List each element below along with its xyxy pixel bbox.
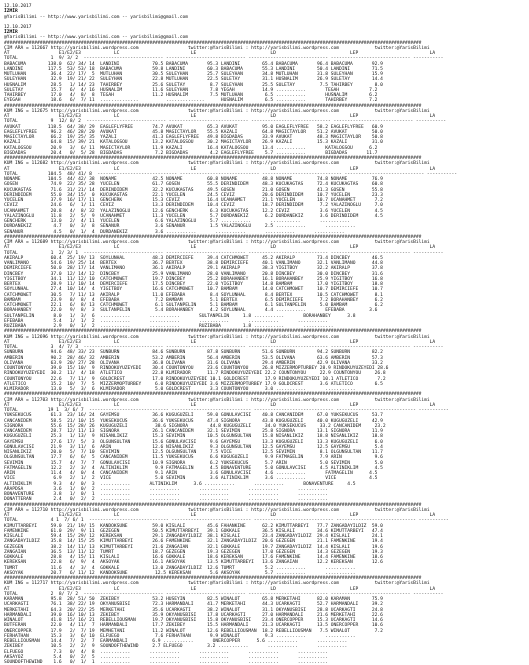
report-line: TUMRT 11.6 4/ 3/ 4 GOKKALE 13.0 ZANGADAYILDIZ 12.6 TUMRT 5.2 ........... ........... [4, 566, 525, 571]
report-line: SENANUR 4.5 0/ 1/ 4 DURDANEKIZ 3.6 ........... ........... ........... ........... [4, 230, 525, 235]
report-line: KATALOGSOU 20.9 3/ 6/ 11 MAGICTAYLOR 11.9 KAZALI 16.4 KATALOGSOU 13.4 ........... KATALOGSOU 6.2 [4, 146, 525, 151]
report-line: SEVIMIN 15.7 4/ 7/ 7 GONULAVCISI 10.9 SIGNORA 6.2 YUKSEKUCUS 5.7 ARIN 5.0 SEVIMIN 5.0 [4, 461, 525, 466]
report-line: ÇIM ARA = 112667 http://yarisbilimi.wordpress.com twitter:@YarisBilimi : http://yarisbilimi.wordpress.com twitter:@YarisBilimi [4, 46, 525, 51]
report-line: COUNTONYOU 22.6 7/ 11/ 9 GOLDCREST 17.0 RINDOKUYUZEYEDI 10.1 GOLDCREST 17.9 RINDOKUYUZEYEDI 10.1 ATLETICO 7.2 [4, 377, 525, 382]
report-line: OLIVANA 63.9 20/ 27/ 28 OLIVANA 36.8 OLIVANA 31.6 OLIVANA 29.4 AMBERIN 42.9 OLIVANA 33.2 [4, 361, 525, 366]
subheader-date: 12.10.2017 [4, 25, 525, 30]
report-line: FATMAGELIN 12.2 2/ 3/ 4 ALTINIKLIM 9.9 FATMAGELIN 4.5 BONAVENTURE 5.0 GONULAVCISI 4.5 ALTINIKLIM 4.5 [4, 466, 525, 471]
header-title: İZMİR [4, 9, 525, 14]
report-line: YIGITBOY 34.1 11/ 12/ 10 CATCHMOWET 19.7 DINCBEY 25.2 BORAHANBEY 16.1 BORAHANBEY 25.9 YIGITBOY 16.8 [4, 277, 525, 282]
header-date: 12.10.2017 [4, 4, 525, 9]
report-line: GAYEMSU 27.6 17/ 5/ 3 OLGUNSULTAN 15.6 GONULAVCISI 9.6 GAYEMSU 13.3 KUGUGUZELI 13.3 KUGUGUZELI 6.0 [4, 440, 525, 445]
report-line: TOTAL 2 8/ 7/ 2 ----------------------------- ----------------------------- ----------------------------- ----------------------------- ----------- [4, 592, 525, 597]
report-line: REBELLIOUSMAN 14.4 7/ 2/ 7 EARMANDALI 6.9 ........... ONERCOPPER 5.6 ........... ........... [4, 639, 525, 644]
report-line: CANCANIDEM 58.5 21/ 10/ 15 YUKSEKUCUS 36.6 YUKSEKUCUS 47.4 SIGNORA 43.8 KUGUGUZELI 40.0 KUGUGUZELI 42.9 [4, 419, 525, 424]
race-report-body [4, 41, 525, 665]
report-line: KUM ING = 112675 http://yarisbilimi.wordpress.com twitter:@YarisBilimi : http://yarisbilimi.wordpress.com twitter:@YarisBilimi [4, 109, 525, 114]
report-line: AT E1/E2/E3 LC LE LD LEP LA [4, 245, 525, 250]
report-line: KAZALI 64.8 15/ 39/ 21 KATALOGSOU 13.2 KATALOGSOU 30.2 MAGICTAYLOR 26.9 KAZALI 15.3 KAZALI 31.0 [4, 140, 525, 145]
report-line: GOSEN 74.9 22/ 35/ 28 YUCELEN 61.7 GOSEN 55.5 DERINDIDEM 48.3 KUCUKAGTAS 72.4 KUCUKAGTAS 60.8 [4, 182, 525, 187]
report-line: ÇIM ARA = 112703 http://yarisbilimi.wordpress.com twitter:@YarisBilimi : http://yarisbilimi.wordpress.com twitter:@YarisBilimi [4, 398, 525, 403]
report-line: SUNBURN 94.6 48/ 33/ 23 SUNBURN 84.6 SUNBURN 87.8 SUNBURN 51.6 SUNBURN 94.2 SUNBURN 82.2 [4, 350, 525, 355]
report-line: TOTAL 104.5 48/ 41/ 8 ----------------------------- ----------------------------- ----------------------------- ----------------------------- ----------- [4, 172, 525, 177]
report-line: AT E1/E2/E3 LC LE LD LEP LA [4, 167, 525, 172]
report-line: HUSNALIM 28.5 1/ 14/ 23 TAHIRBEY 25.6 SULETAY 8.7 SULEYHAN 25.5 SULETAY 7.5 TAHIRBEY 8.0 [4, 83, 525, 88]
report-line: AVUKAT 118.5 64/ 38/ 29 EAGLEFLYFREE 74.7 AVUKAT 65.3 AVUKAT 95.0 EAGLEFLYFREE 58.2 EAGLEFLYFREE 60.9 [4, 125, 525, 130]
report-line: EFEBABA 5.4 1/ 1/ 2 ........... ........... ........... ........... ........... [4, 319, 525, 324]
report-line: ATLETICO 15.2 10/ 7/ 5 MIZZERMOPTURBEY 6.0 RINDOKUYUZEYEDI 3.6 MIZZERMOPTURBEY 17.9 GOLDCREST 3.6 ATLETICO 6.5 [4, 382, 525, 387]
report-line: KUM ING = 112717 http://yarisbilimi.wordpress.com twitter:@YarisBilimi : http://yarisbilimi.wordpress.com twitter:@YarisBilimi [4, 581, 525, 586]
report-line: TAHIRBEY 17.0 4/ 8/ 8 TEGAH 11.2 HUSNALIM 7.5 MUTLUHAN 6.5 ........... HUSNALIM 6.2 [4, 93, 525, 98]
report-line: ZANGADAYILDIZ 35.8 14/ 15/ 25 KIMUTTARBEYI 26.6 FAMENKINE 32.1 ZANGADAYILDIZ 20.6 GEZEGEN 21.1 FAMENKINE 19.4 [4, 539, 525, 544]
report-line: BABACUMA 138.0 62/ 34/ 14 LANDINI 70.5 BABACUMA 95.3 LANDINI 65.4 BABACUMA 96.4 BABACUMA 92.9 [4, 62, 525, 67]
report-line: ELFUEGO 7.3 0/ 4/ 8 ........... ........... ........... ........... ........... [4, 650, 525, 655]
report-line: KEREKSAN 22.8 6/ 9/ 4 AKSOYAK 16.1 AKSOYAK 13.5 KIMUTTARBEYI 13.6 ZANGAIAN 12.2 KEREKSAN 12.6 [4, 560, 525, 565]
report-line: AT E1/E2/E3 LC LE LD LEP LA [4, 114, 525, 119]
report-line: KUGUGUZELI 25.3 1/ 13/ 9 NISANLIKIZ 15.3 SEVIMIN 10.5 OLGUNSULTAN 15.8 NISANLIKIZ 18.8 NISANLIKIZ 18.8 [4, 434, 525, 439]
report-line: KUCUKAGTAS 71.6 31/ 21/ 14 DERINDIDEM 32.2 KUCUKAGTAS 49.5 GOSEN 21.0 GOSEN 41.3 GOSEN 55.8 [4, 188, 525, 193]
report-line: TOTAL 9 12/ 8/ 2 ----------------------------- ----------------------------- ----------------------------- ----------------------------- ----------- [4, 119, 525, 124]
report-line: DONATTERAN 2.4 0/ 2/ 2 ........... ........... ........... ........... ........... [4, 497, 525, 502]
report-line: KLMIRADOR 13.0 5/ 3/ 6 KLMIRADOR 5.0 GOLDCREST 3.3 COUNTONYOU 3.0 ........... ........... [4, 387, 525, 392]
section-divider: ######################################################################################################################################################## [4, 329, 525, 334]
report-line: SULTANPELIN 8.0 1/ 3/ 6 ........... ........... SULTANPELIN 1.8 ........... BORAHANBEY 3.8 [4, 314, 525, 319]
section-divider: ######################################################################################################################################################## [4, 235, 525, 240]
report-line: ARAPDSA 3.6 1/ 0/ 2 ........... ........... ........... ........... ........... [4, 487, 525, 492]
section-divider: ######################################################################################################################################################## [4, 156, 525, 161]
section-divider: ######################################################################################################################################################## [4, 392, 525, 397]
report-line: AMBERIN 90.2 28/ 46/ 32 AMBERIN 53.2 AMBERIN 56.4 AMBERIN 53.5 OLIVANA 63.6 AMBERIN 57.3 [4, 356, 525, 361]
report-line: MERKETAHI 64.3 20/ 22/ 25 MERKETAHI 35.6 UCARKAGTI 38.2 WINALOT 31.1 OKYANUSBISI 28.8 UCARKAGTI 24.8 [4, 608, 525, 613]
report-line: KUM ING = 112696 http://yarisbilimi.wordpress.com twitter:@YarisBilimi : http://yarisbilimi.wordpress.com twitter:@YarisBilimi [4, 335, 525, 340]
report-line: AKSOYAK 20.7 6/ 11/ 12 KANDOKSUNE 12.5 KEREKSAN 5.6 AKSOYAK 5.7 ........... ........... [4, 571, 525, 576]
report-line: ALTINIKLIM 9.3 4/ 0/ 3 ........... ALTINIKLIM 3.6 ........... ........... BONAVENTURE 4.5 [4, 482, 525, 487]
report-line: AT E1/E2/E3 LC LE LD LEP LA [4, 51, 525, 56]
report-line: GENCHERK 13.0 2/ 4/ 11 YUCELEN 6.6 YALAZINOGLU 5.7 ........... ........... ........... [4, 219, 525, 224]
report-line: BIGDADAS 20.4 0/ 5/ 28 BIGDADAS 7.2 BIGDADAS 4.2 EAGLEFLYFREE 5.7 ........... BIGDADAS 11.7 [4, 151, 525, 156]
report-line: SIGNORA 55.6 15/ 28/ 26 KUGUGUZELI 38.6 SIGNORA 44.8 KUGUGUZELI 34.0 YUKSEKUCUS 33.2 CANCANIDEM 23.2 [4, 424, 525, 429]
report-line: RUZIBABA 2.9 0/ 1/ 2 ........... ........... RUZIBABA 1.8 ........... ........... [4, 324, 525, 329]
section-divider: ######################################################################################################################################################## [4, 104, 525, 109]
report-line: NONAME 104.5 44/ 42/ 38 NONAME 42.5 NONAME 60.8 NONAME 48.8 NONAME 74.8 NONAME 76.9 [4, 177, 525, 182]
report-line: TOTAL 1 9/ 3/ 2 ----------------------------- ----------------------------- ----------------------------- ----------------------------- ----------- [4, 56, 525, 61]
report-line: FERHATHAN 15.3 3/ 6/ 10 ELFUEGO 7.6 FERHATHAN 9.9 WINALOT 9.3 ........... ........... [4, 634, 525, 639]
report-line: MUTLUHAN 36.4 22/ 17/ 5 MUTLUHAN 30.5 SULEYHAN 25.7 SULEYHAN 34.8 MUTLUHAN 31.8 SULEYHAN 15.9 [4, 72, 525, 77]
report-line: HARMANDALI 39.0 16/ 10/ 13 ZEKIBEY 35.9 OKYANUSBISI 17.8 UCARKAGTI 27.0 HARMANDALI 21.6 MERKETAHI 22.6 [4, 613, 525, 618]
report-line: BAMBAM 23.9 8/ 8/ 4 EFEBABA 7.2 BAMBAM 5.1 BERTEX 6.5 DEMIRCIEFE 7.2 BORAHANBEY 6.2 [4, 298, 525, 303]
report-line: EYEGAH 18.6 6/ 7/ 11 .............. .............. HUSNALIM 6.5 ........... TAHIRBEY 7.2 [4, 98, 525, 103]
report-line: NISANLIKIZ 20.0 5/ 7/ 10 SEVIMIN 12.5 OLGUNSULTAN 7.5 VICE 12.5 SEVIMIN 8.1 OLGUNSULTAN 11.7 [4, 450, 525, 455]
report-line: AT E1/E2/E3 LC LE LD LEP LA [4, 513, 525, 518]
report-line: CATCHMOWET 30.5 7/ 11/ 13 AKIRALP 11.0 EFEBABA 8.4 SOYLUNHAL 8.4 BERTEX 10.5 CATCHMOWET 8.1 [4, 293, 525, 298]
report-line: SULEYHAN 32.9 19/ 21/ 22 SULEYHAN 22.8 MUTLUHAN 22.5 SULETAY 31.1 HUSNALIM 26.9 SULETAY 14.4 [4, 77, 525, 82]
report-line: SOYLUNHAL 27.4 10/ 14/ 4 YIGITBOY 16.6 CATCHMOWET 10.7 BAMBAM 14.0 CATCHMOWET 10.7 DEMIRCIEFE 10.7 [4, 287, 525, 292]
report-line: WINALOT 41.8 15/ 16/ 21 REBELLIOUSMAN 19.7 OKYANUSBISI 15.8 OKYANUSBISI 23.4 ONERCOPPER 15.3 UCARKAGTI 14.6 [4, 618, 525, 623]
report-line: DINCBEY 37.0 12/ 14/ 12 DINCBEY 25.9 VANLIMANO 28.0 VANLIMANO 20.8 DINCBEY 30.0 DINCBEY 31.6 [4, 272, 525, 277]
report-line: GONULAVCISI 21.9 3/ 11/ 6 ARIN 12.6 NISANLIKIZ 9.3 OLGUNSULTAN 12.5 GAYEMSU 12.5 GAYEMSU 5.4 [4, 445, 525, 450]
report-line: UCARKAGTI 76.1 38/ 22/ 19 OKYANUSBISI 72.3 HARMANDALI 41.7 MERKETAHI 44.3 UCARKAGTI 52.7 HARMANDALI 39.2 [4, 602, 525, 607]
report-line: TOTAL 19 1 3/ 6/ 7 ----------------------------- ----------------------------- ----------------------------- ----------------------------- ----------- [4, 408, 525, 413]
sub-header [4, 25, 525, 41]
header-contact: @YarisBilimi -- http://www.yarisbilimi.com -- yarisbilimi@gmail.com [4, 15, 525, 20]
report-line: KISLALI 59.4 15/ 29/ 12 KEREKSAN 29.1 ZANGADAYILDIZ 38.1 KISLALI 23.4 ZANGADAYILDIZ 29.4 KISLALI 24.1 [4, 534, 525, 539]
report-line: DURDANEKIZ 4.7 0/ 3/ 8 SENANUR 3.6 SENANUR 1.5 YALAZINOGLU 2.5 ........... ........... [4, 224, 525, 229]
report-line: AKIRALP 60.4 25/ 19/ 13 SOYLUNHAL 48.3 DEMIRCIEFE 39.4 CATCHMOWET 45.2 AKIRALP 73.4 DINCBEY 46.5 [4, 256, 525, 261]
subheader-contact: @YarisBilimi -- http://www.yarisbilimi.com -- yarisbilimi@gmail.com [4, 35, 525, 40]
report-line: DEMIRCIEFE 50.0 28/ 17/ 14 VANLIMANO 36.1 AKIRALP 29.1 AKIRALP 38.3 YIGITBOY 32.2 AKIRALP 37.8 [4, 266, 525, 271]
report-line: DERINDIDEM 55.0 34/ 15/ 0 KUCUKAGTAS 22.1 YUCELEN 24.5 CEVIZ 20.6 DERINDIDEM 10.7 YUCELEN 23.3 [4, 193, 525, 198]
report-line: OLGUNSULTAN 17.7 6/ 6/ 5 CANCANIDEM 11.5 YUKSEKUCUS 6.6 KUGUGUZELI 9.9 FATMAGELIN 7.9 ARIN 9.6 [4, 455, 525, 460]
report-line: AT E1/E2/E3 LC LE LD LEP LA [4, 587, 525, 592]
report-line: MAGICTAYLOR 66.2 19/ 25/ 35 YAZALI 41.3 EAGLEFLYFREE 49.8 BIGDADAS 33.9 AVUKAT 48.3 MAGICTAYLOR 50.8 [4, 135, 525, 140]
report-line: BORAHANBEY 22.0 9/ 8/ 3 SULTANPELIN 5.4 BORAHANBEY 4.2 SOYLUNHAL 4.4 ........... EFEBABA 3.6 [4, 308, 525, 313]
report-line: EAGLEFLYFREE 96.2 46/ 28/ 20 AVUKAT 45.8 MAGICTAYLOR 55.5 KAZALI 64.8 MAGICTAYLOR 51.2 AVUKAT 50.0 [4, 130, 525, 135]
section-divider: ######################################################################################################################################################## [4, 503, 525, 508]
report-line: UCANAHMET 20.8 4/ 8/ 32 YALAZINOGLU 12.6 GENCHERK 6.3 KUCUKAGTAS 12.2 CEVIZ 3.6 YUCELEN 4.5 [4, 209, 525, 214]
report-line: TOTAL 3 4/ 7/ 3 ----------------------------- ----------------------------- ----------------------------- ----------------------------- ----------- [4, 345, 525, 350]
report-line: CEVIZ 24.6 6/ 1/ 11 CEVIZ 13.3 DERINDIDEM 10.4 CEVIZ 18.7 DERINDIDEM 7.2 YALAZINOGLU 7.0 [4, 203, 525, 208]
report-line: CANCANIDEM 28.7 12/ 11/ 13 SIGNORA 26.1 CANCANIDEM 32.1 SEVIMIN 25.8 SIGNORA 13.1 SIGNORA 11.9 [4, 429, 525, 434]
section-divider: ######################################################################################################################################################## [4, 576, 525, 581]
report-line: BONAVENTURE 3.8 1/ 0/ 1 ........... ........... ........... ........... ........... [4, 492, 525, 497]
report-line: RINDOKUYUZEYEDI 30.2 11/ 4/ 18 ATLETICO 22.8 KLMIRADOR 11.7 RINDOKUYUZEYEDI 22.2 COUNTONYOU 22.9 COUNTONYOU 26.8 [4, 371, 525, 376]
report-line: YALAZINOGLU 11.8 2/ 5/ 9 UCANAHMET 11.3 YUCELEN 5.7 DURDANEKIZ 6.2 DURDANEKIZ 3.6 DERINDIDEM 4.5 [4, 214, 525, 219]
report-line: LANDINI 117.5 53/ 53/ 18 BABACUMA 59.8 LANDINI 60.3 BABACUMA 55.3 LANDINI 50.4 LANDINI 71.5 [4, 67, 525, 72]
report-line: GOKKALE 28.8 4/ 15/ 11 KISLALI 16.6 GOKKALE 18.6 KEREKSAN 17.6 FAMENKINE 14.4 FAMENKINE 18.6 [4, 555, 525, 560]
report-line: ZANGAIAN 36.5 13/ 11/ 12 TUMRT 18.7 GEZEGEN 19.3 GEZEGEN 17.0 GEZEGEN 14.3 GEZEGEN 19.3 [4, 550, 525, 555]
report-line: SULETAY 15.7 6/ 4/ 16 HUSNALIM 11.6 SULEYHAN 7.8 YEGAH 14.9 ........... TEGAH 7.2 [4, 88, 525, 93]
report-line: ONERCOPPER 17.9 2/ 7/ 19 MEMHETANI 11.2 WINALOT 12.6 REBELLIOUSMAN 18.2 REBELLIOUSMAN 7.5 WINALOT 7.2 [4, 629, 525, 634]
report-line: ZEKIBEY 10.5 2/ 2/ 9 SOUNDOFTHEWIND 2.7 ELFUEGO 3.2 ........... ........... ........... [4, 644, 525, 649]
report-line: BERTEX 28.9 11/ 10/ 14 DEMIRCIEFE 17.5 DINCBEY 22.0 YIGITBOY 14.8 BAMBAM 17.0 YIGITBOY 18.8 [4, 282, 525, 287]
report-line: KUM ING = 112682 http://yarisbilimi.wordpress.com twitter:@YarisBilimi : http://yarisbilimi.wordpress.com twitter:@YarisBilimi [4, 161, 525, 166]
report-line: KIMUTTARBEYI 59.0 21/ 19/ 15 KANDOKSUNE 59.0 KISLALI 45.6 FAHANKINE 62.2 KIMUTTARBEYI 77.7 ZANGADAYILDIZ 59.0 [4, 524, 525, 529]
report-line: YUCELEN 37.9 16/ 17/ 11 GENCHERK 15.3 CEVIZ 16.4 UCANAHMET 21.1 YUCELEN 10.7 UCANAHMET 7.2 [4, 198, 525, 203]
report-line: FAMENKINE 61.0 29/ 9/ 11 GEZEGEN 50.5 KIMUTTARBEYI 39.1 GOKKALE 36.5 KISLALI 34.6 KIMUTTARBEYI 47.4 [4, 529, 525, 534]
report-line: CATCHMOWET 22.1 6/ 8/ 13 CATCHMOWET 6.1 SULTANPELIN 5.1 BAMBAM 6.1 SULTANPELIN 5.0 BAMBAM 6.2 [4, 303, 525, 308]
report-line: ÇIM ARA = 112710 http://yarisbilimi.wordpress.com twitter:@YarisBilimi : http://yarisbilimi.wordpress.com twitter:@YarisBilimi [4, 508, 525, 513]
report-line: VANLIMANO 54.6 19/ 25/ 14 BERTEX 36.7 BERTEX 38.8 DEMIRCIEFE 40.1 VANLIMANO 32.1 VANLIMANO 44.8 [4, 261, 525, 266]
report-line: SOUNDOFTHEWIND 1.6 0/ 1/ 1 ........... ........... ........... ........... ........... [4, 660, 525, 665]
report-line: AKSAYOZ 5.4 0/ 2/ 5 ........... ........... ........... ........... ........... [4, 655, 525, 660]
top-header [4, 4, 525, 20]
report-line: COUNTONYOU 39.0 15/ 10/ 9 RINDOKUYUZEYEDI 30.4 COUNTONYOU 23.6 COUNTONYOU 26.8 MIZZERMOPTURBEY 28.9 RINDOKUYUZEYEDI 28.6 [4, 366, 525, 371]
report-line: TOTAL 1 2/ 3/ 1 ----------------------------- ----------------------------- ----------------------------- ----------------------------- ----------- [4, 251, 525, 256]
report-line: ARIN 11.4 4/ 0/ 4 CANCANIDEM 9.1 ARIN 3.6 GONULAVCISI 4.6 ........... FATMAGELIN 4.5 [4, 471, 525, 476]
subheader-title: İZMİR [4, 30, 525, 35]
report-line: KARAMAN 95.8 28/ 51/ 50 ZEKIBEY 53.2 HUSEYIN 82.5 WINALOT 65.8 MERKETAHI 82.0 KARAMAN 75.9 [4, 597, 525, 602]
report-line: BUTFERAN 22.0 4/ 11/ 7 HARMANDALI 17.7 ZEKIBEY 15.5 HARMANDALI 21.3 UCARKAGTI 13.5 ONERCOPPER 10.6 [4, 623, 525, 628]
section-divider: ######################################################################################################################################################## [4, 41, 525, 46]
report-line: AT E1/E2/E3 LC LE LD LEP LA [4, 340, 525, 345]
report-line: TOTAL 4 1 7/ 6/ 1 ----------------------------- ----------------------------- ----------------------------- ----------------------------- ----------- [4, 518, 525, 523]
report-line: VICE 6.9 2/ 1/ 2 VICE 5.0 SEVIMIN 3.6 ALTINIKLIM 3.6 ........... VICE 4.5 [4, 476, 525, 481]
report-line: AT E1/E2/E3 LC LE LD LEP LA [4, 403, 525, 408]
report-line: ÇIM ARA = 112689 http://yarisbilimi.wordpress.com twitter:@YarisBilimi : http://yarisbilimi.wordpress.com twitter:@YarisBilimi [4, 240, 525, 245]
report-line: YUKSEKUCUS 61.3 23/ 16/ 24 GAYEMSU 36.6 KUGUGUZELI 59.0 GONULAVCISI 40.8 CANCANIDEM 67.0 YUKSEKUCUS 53.7 [4, 413, 525, 418]
report-line: GEZEGEN 38.2 14/ 11/ 13 KIMUTTARBEYI 21.6 ZANGAIAN 32.1 GOKKALE 19.7 ZANGADAYILDIZ 14.4 KISLALI 19.6 [4, 545, 525, 550]
